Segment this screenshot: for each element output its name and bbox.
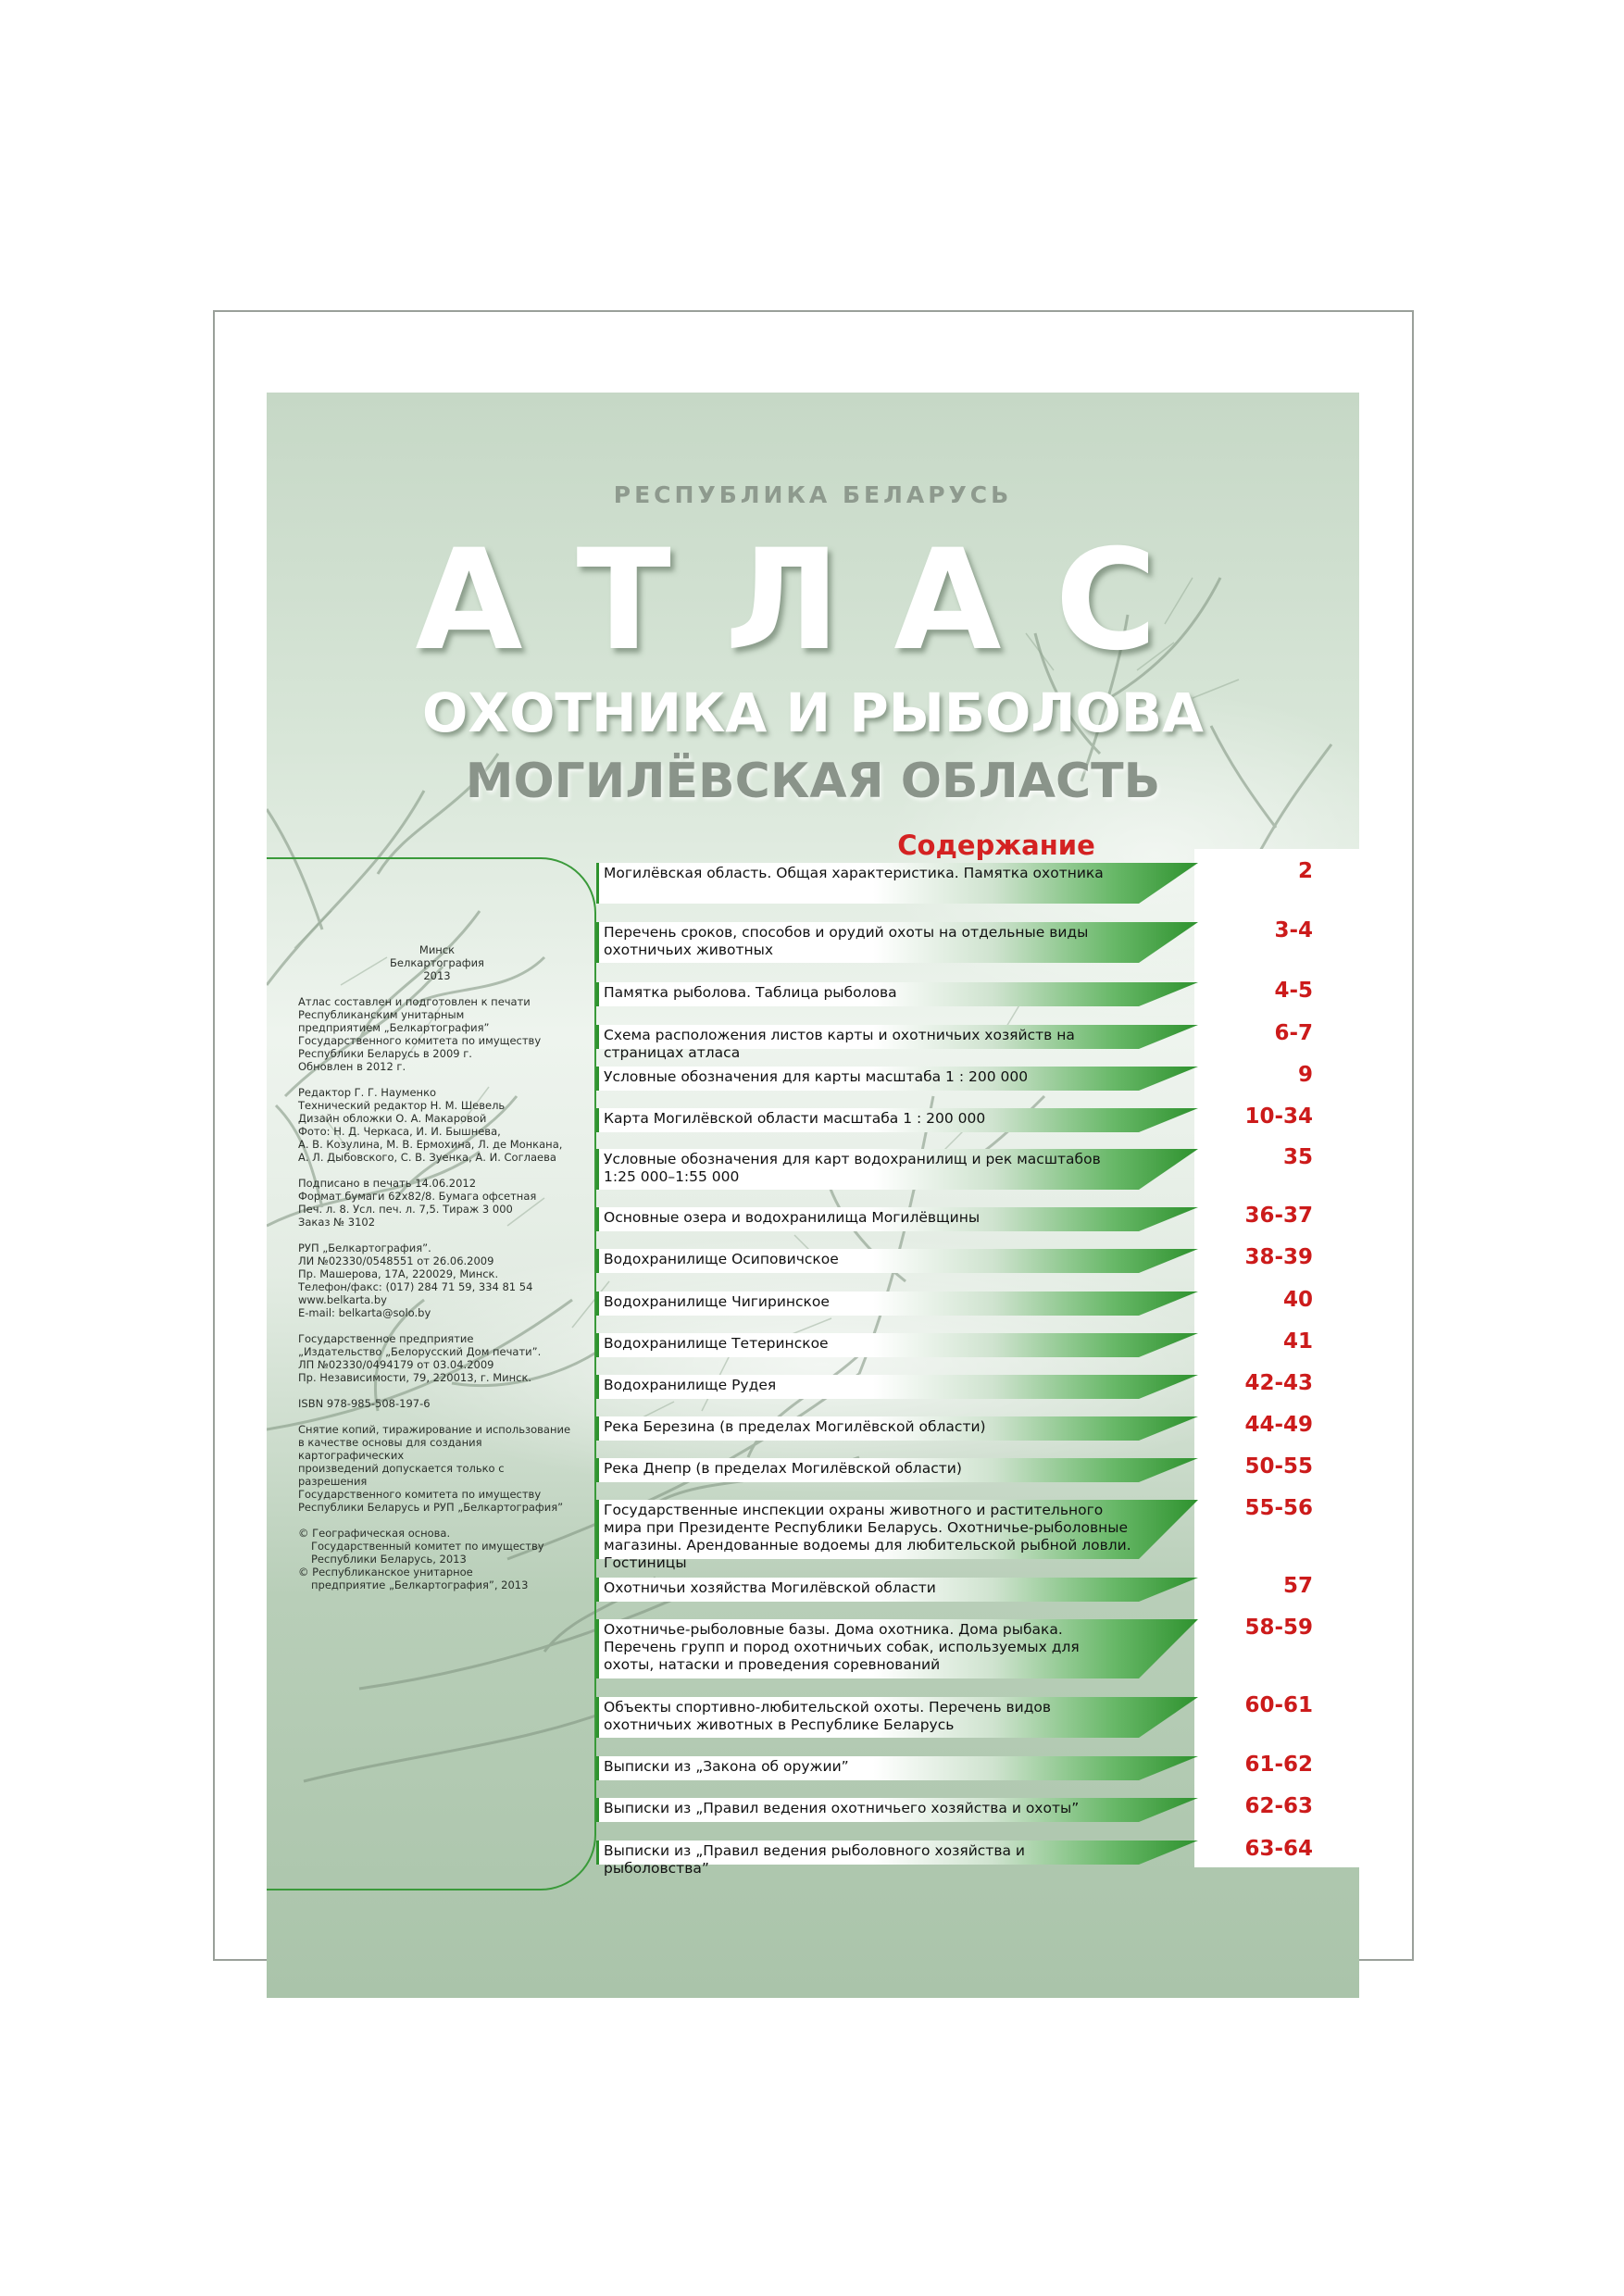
toc-entry-page: 61-62 bbox=[1244, 1753, 1313, 1777]
toc-entry[interactable] bbox=[596, 1837, 1313, 1877]
toc-entry-label: Государственные инспекции охраны животного и растительного мира при Президенте Республики Беларусь. Охотничье-рыболовные магазины. Арендованные водоемы для любительской рыбной ловли. Гостиницы bbox=[604, 1502, 1131, 1571]
toc-entry[interactable] bbox=[596, 1288, 1313, 1316]
toc-entry[interactable] bbox=[596, 1204, 1313, 1231]
imprint-line: Телефон/факс: (017) 284 71 59, 334 81 54 bbox=[298, 1280, 533, 1293]
toc-entry-marker bbox=[596, 1375, 599, 1399]
imprint-year: 2013 bbox=[423, 969, 451, 982]
toc-entry-marker bbox=[596, 1756, 599, 1780]
toc-entry-marker bbox=[596, 1149, 599, 1190]
toc-entry-page: 42-43 bbox=[1244, 1371, 1313, 1395]
toc-entry-page: 60-61 bbox=[1244, 1693, 1313, 1717]
imprint-line: Формат бумаги 62х82/8. Бумага офсетная bbox=[298, 1190, 537, 1203]
imprint-line: предприятием „Белкартография” bbox=[298, 1021, 490, 1034]
region-title: МОГИЛЁВСКАЯ ОБЛАСТЬ bbox=[465, 754, 1161, 809]
toc-entry-marker bbox=[596, 1578, 599, 1602]
toc-entry[interactable] bbox=[596, 1794, 1313, 1822]
toc-entry-label: Условные обозначения для карты масштаба 1 : 200 000 bbox=[604, 1068, 1029, 1085]
toc-entry-label: Река Березина (в пределах Могилёвской области) bbox=[604, 1418, 986, 1435]
toc-entry[interactable] bbox=[596, 1104, 1313, 1132]
toc-entry-label: Перечень сроков, способов и орудий охоты на отдельные виды охотничьих животных bbox=[604, 924, 1089, 958]
atlas-subtitle: ОХОТНИКА И РЫБОЛОВА bbox=[422, 681, 1204, 744]
toc-entry-label: Водохранилище Тетеринское bbox=[604, 1335, 829, 1352]
imprint-line: Республиканским унитарным bbox=[298, 1008, 465, 1021]
imprint-line: Государственного комитета по имуществу bbox=[298, 1488, 542, 1501]
toc-entry-marker bbox=[596, 1108, 599, 1132]
toc-entry-label: Охотничьи хозяйства Могилёвской области bbox=[604, 1579, 936, 1596]
imprint-line: Дизайн обложки О. А. Макаровой bbox=[298, 1112, 487, 1125]
toc-entry[interactable] bbox=[596, 979, 1313, 1006]
imprint-line: произведений допускается только с разрешения bbox=[298, 1462, 505, 1488]
imprint-line: Республики Беларусь, 2013 bbox=[311, 1553, 467, 1566]
toc-entry[interactable] bbox=[596, 918, 1313, 963]
toc-entry-marker bbox=[596, 1333, 599, 1357]
imprint-publisher: Белкартография bbox=[390, 956, 484, 969]
toc-entry-label: Река Днепр (в пределах Могилёвской области) bbox=[604, 1460, 962, 1477]
toc-entry-marker bbox=[596, 1025, 599, 1049]
imprint-line: Пр. Машерова, 17А, 220029, Минск. bbox=[298, 1267, 499, 1280]
toc-entry-page: 50-55 bbox=[1244, 1454, 1313, 1479]
toc-entry[interactable] bbox=[596, 1329, 1313, 1357]
imprint-rup-block bbox=[298, 1242, 576, 1319]
imprint-publisher-block bbox=[298, 943, 576, 982]
toc-entry-label: Водохранилище Рудея bbox=[604, 1377, 777, 1393]
toc-entry-page: 63-64 bbox=[1244, 1837, 1313, 1861]
toc-entry-label: Выписки из „Правил ведения охотничьего хозяйства и охоты” bbox=[604, 1800, 1080, 1816]
toc-entry-marker bbox=[596, 1619, 599, 1678]
toc-entry-page: 57 bbox=[1282, 1574, 1313, 1598]
toc-entry-marker bbox=[596, 1292, 599, 1316]
imprint-line: Технический редактор Н. М. Шевель bbox=[298, 1099, 506, 1112]
toc-entry[interactable] bbox=[596, 1574, 1313, 1602]
imprint-print-block bbox=[298, 1177, 576, 1229]
toc-entry[interactable] bbox=[596, 1145, 1313, 1190]
imprint-line: Заказ № 3102 bbox=[298, 1216, 376, 1229]
toc-entry-label: Карта Могилёвской области масштаба 1 : 200 000 bbox=[604, 1110, 986, 1127]
toc-entry-label: Выписки из „Закона об оружии” bbox=[604, 1758, 849, 1775]
toc-entry-page: 35 bbox=[1282, 1145, 1313, 1169]
toc-entry-page: 3-4 bbox=[1274, 918, 1313, 942]
toc-entry[interactable] bbox=[596, 1693, 1313, 1738]
atlas-title: АТЛАС bbox=[415, 520, 1211, 681]
imprint-copy-notice bbox=[298, 1423, 576, 1514]
toc-entry-label: Схема расположения листов карты и охотничьих хозяйств на страницах атласа bbox=[604, 1027, 1075, 1061]
toc-entry-page: 6-7 bbox=[1274, 1021, 1313, 1045]
toc-entry-page: 41 bbox=[1282, 1329, 1313, 1354]
toc-entry-label: Объекты спортивно-любительской охоты. Перечень видов охотничьих животных в Республике Беларусь bbox=[604, 1699, 1052, 1733]
imprint-line: Республики Беларусь и РУП „Белкартография” bbox=[298, 1501, 564, 1514]
toc-entry[interactable] bbox=[596, 1413, 1313, 1441]
toc-entry[interactable] bbox=[596, 1063, 1313, 1091]
imprint-line: „Издательство „Белорусский Дом печати”. bbox=[298, 1345, 542, 1358]
imprint-line: А. Л. Дыбовского, С. В. Зуенка, А. И. Соглаева bbox=[298, 1151, 556, 1164]
imprint-gp-block bbox=[298, 1332, 576, 1384]
toc-entry-marker bbox=[596, 1500, 599, 1559]
toc-entry[interactable] bbox=[596, 1245, 1313, 1273]
contents-heading: Содержание bbox=[897, 830, 1095, 861]
imprint-line: Пр. Независимости, 79, 220013, г. Минск. bbox=[298, 1371, 532, 1384]
republic-heading: РЕСПУБЛИКА БЕЛАРУСЬ bbox=[613, 481, 1013, 508]
imprint-email: E-mail: belkarta@solo.by bbox=[298, 1306, 431, 1319]
toc-entry-marker bbox=[596, 1067, 599, 1091]
toc-entry-marker bbox=[596, 922, 599, 963]
toc-entry-page: 55-56 bbox=[1244, 1496, 1313, 1520]
toc-entry-label: Условные обозначения для карт водохранилищ и рек масштабов 1:25 000–1:55 000 bbox=[604, 1151, 1101, 1185]
toc-entry-page: 58-59 bbox=[1244, 1616, 1313, 1640]
toc-entry-marker bbox=[596, 1249, 599, 1273]
imprint-isbn: ISBN 978-985-508-197-6 bbox=[298, 1397, 431, 1410]
imprint-line: Подписано в печать 14.06.2012 bbox=[298, 1177, 477, 1190]
toc-entry[interactable] bbox=[596, 1753, 1313, 1780]
imprint-text bbox=[298, 943, 576, 1591]
imprint-line: РУП „Белкартография”. bbox=[298, 1242, 431, 1254]
toc-entry-page: 36-37 bbox=[1244, 1204, 1313, 1228]
imprint-city: Минск bbox=[418, 943, 456, 956]
toc-entry-marker bbox=[596, 1841, 599, 1865]
toc-entry-page: 2 bbox=[1297, 859, 1313, 883]
imprint-line: Редактор Г. Г. Науменко bbox=[298, 1086, 437, 1099]
imprint-line: Снятие копий, тиражирование и использование bbox=[298, 1423, 571, 1436]
toc-entry[interactable] bbox=[596, 1496, 1313, 1571]
toc-entry-page: 44-49 bbox=[1244, 1413, 1313, 1437]
imprint-line: Обновлен в 2012 г. bbox=[298, 1060, 406, 1073]
imprint-copyright bbox=[298, 1527, 576, 1591]
toc-entry-marker bbox=[596, 863, 599, 904]
toc-entry-label: Охотничье-рыболовные базы. Дома охотника. Дома рыбака. Перечень групп и пород охотничьих собак, используемых для охоты, натаски и проведения соревнований bbox=[604, 1621, 1080, 1673]
toc-entry-page: 40 bbox=[1282, 1288, 1313, 1312]
imprint-line: Республики Беларусь в 2009 г. bbox=[298, 1047, 472, 1060]
imprint-line: в качестве основы для создания картографических bbox=[298, 1436, 482, 1462]
imprint-line: Государственного комитета по имуществу bbox=[298, 1034, 542, 1047]
toc-entry-label: Водохранилище Чигиринское bbox=[604, 1293, 830, 1310]
toc-entry[interactable] bbox=[596, 1454, 1313, 1482]
toc-entry[interactable] bbox=[596, 1616, 1313, 1678]
toc-entry-page: 62-63 bbox=[1244, 1794, 1313, 1818]
toc-entry-label: Могилёвская область. Общая характеристика. Памятка охотника bbox=[604, 865, 1104, 881]
toc-entry-page: 38-39 bbox=[1244, 1245, 1313, 1269]
imprint-staff-block bbox=[298, 1086, 576, 1164]
imprint-line: Печ. л. 8. Усл. печ. л. 7,5. Тираж 3 000 bbox=[298, 1203, 513, 1216]
imprint-line: © Республиканское унитарное bbox=[298, 1566, 473, 1578]
imprint-line: © Географическая основа. bbox=[298, 1527, 451, 1540]
toc-entry-label: Памятка рыболова. Таблица рыболова bbox=[604, 984, 897, 1001]
toc-entry[interactable] bbox=[596, 1371, 1313, 1399]
toc-entry-label: Выписки из „Правил ведения рыболовного хозяйства и рыболовства” bbox=[604, 1842, 1025, 1877]
toc-entry-page: 10-34 bbox=[1244, 1104, 1313, 1129]
imprint-website: www.belkarta.by bbox=[298, 1293, 387, 1306]
toc-entry-label: Водохранилище Осиповичское bbox=[604, 1251, 839, 1267]
imprint-line: ЛИ №02330/0548551 от 26.06.2009 bbox=[298, 1254, 494, 1267]
imprint-line: Государственный комитет по имуществу bbox=[311, 1540, 544, 1553]
toc-entry-page: 4-5 bbox=[1274, 979, 1313, 1003]
imprint-line: предприятие „Белкартография”, 2013 bbox=[311, 1578, 529, 1591]
toc-entry-page: 9 bbox=[1297, 1063, 1313, 1087]
toc-entry-label: Основные озера и водохранилища Могилёвщины bbox=[604, 1209, 981, 1226]
toc-entry-marker bbox=[596, 1798, 599, 1822]
toc-entry-marker bbox=[596, 982, 599, 1006]
toc-entry[interactable] bbox=[596, 1021, 1313, 1061]
imprint-line: Фото: Н. Д. Черкаса, И. И. Бышнева, bbox=[298, 1125, 501, 1138]
imprint-compiled-block bbox=[298, 995, 576, 1073]
toc-entry[interactable] bbox=[596, 859, 1313, 904]
cover-panel bbox=[267, 393, 1359, 1998]
toc-entry-marker bbox=[596, 1207, 599, 1231]
toc-entry-marker bbox=[596, 1458, 599, 1482]
toc-entry-marker bbox=[596, 1416, 599, 1441]
imprint-line: Государственное предприятие bbox=[298, 1332, 474, 1345]
toc-entry-marker bbox=[596, 1697, 599, 1738]
imprint-line: А. В. Козулина, М. В. Ермохина, Л. де Монкана, bbox=[298, 1138, 563, 1151]
imprint-line: ЛП №02330/0494179 от 03.04.2009 bbox=[298, 1358, 494, 1371]
imprint-line: Атлас составлен и подготовлен к печати bbox=[298, 995, 531, 1008]
